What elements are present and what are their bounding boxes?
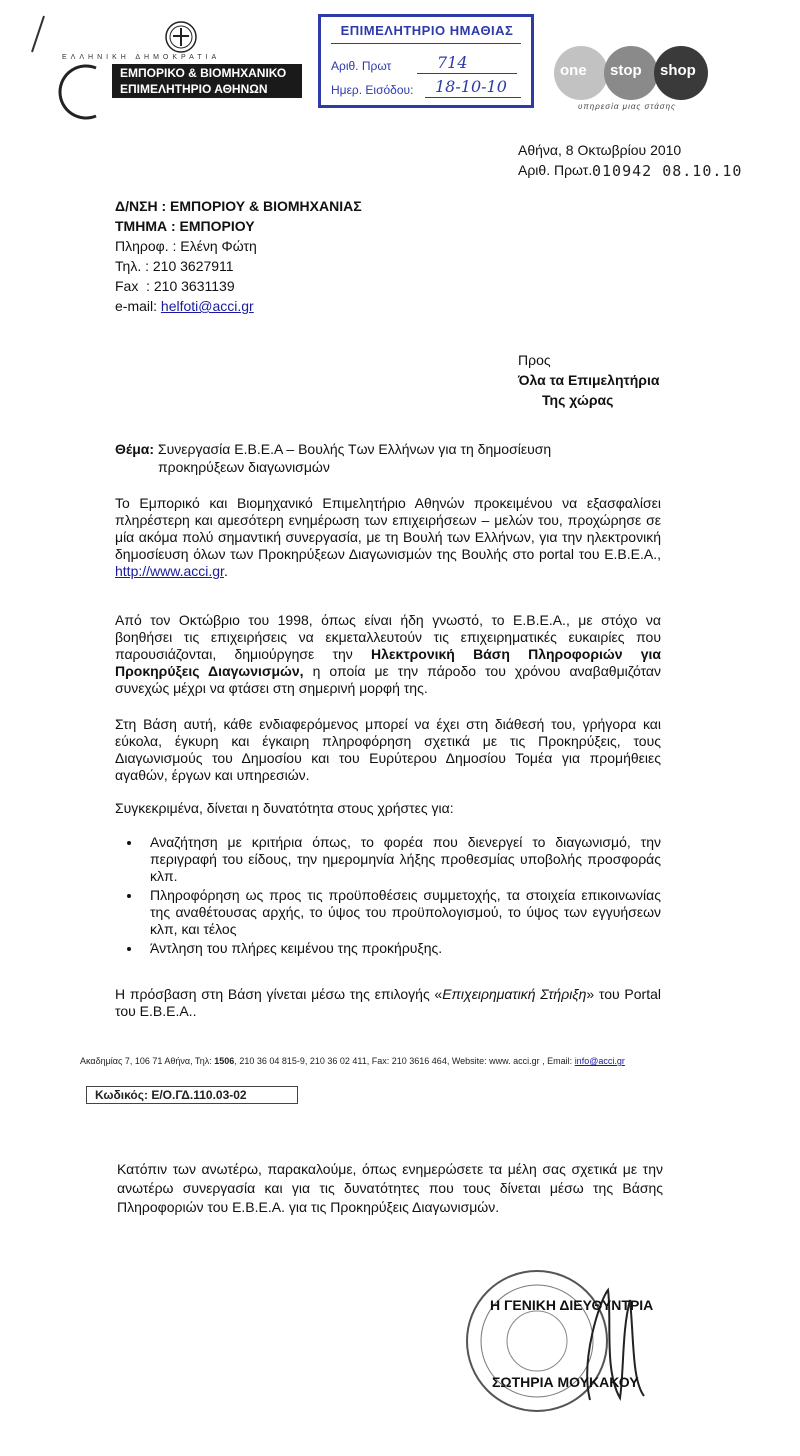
oss-word-stop: stop <box>610 62 642 79</box>
ref-number-stamp: 010942 08.10.10 <box>592 162 743 180</box>
document-code: Κωδικός: Ε/Ο.ΓΔ.110.03-02 <box>86 1086 298 1104</box>
registration-stamp <box>318 14 534 108</box>
stamp-title: ΕΠΙΜΕΛΗΤΗΡΙΟ ΗΜΑΘΙΑΣ <box>340 23 514 38</box>
ref-label: Αριθ. Πρωτ. <box>518 162 593 178</box>
stamp-protocol-value: 714 <box>437 53 468 72</box>
signer-title: Η ΓΕΝΙΚΗ ΔΙΕΥΘΥΝΤΡΙΑ <box>490 1297 654 1313</box>
recipient-name: Όλα τα Επιμελητήρια <box>518 372 660 388</box>
paragraph-4: Συγκεκριμένα, δίνεται η δυνατότητα στους χρήστες για: <box>115 800 454 816</box>
recipient-block <box>518 350 659 410</box>
feature-list <box>126 834 661 959</box>
footer-contact-line <box>80 1056 625 1066</box>
subject-text-1: Συνεργασία Ε.Β.Ε.Α – Βουλής Των Ελλήνων για τη δημοσίευση <box>154 441 552 457</box>
stamp-divider <box>331 43 521 44</box>
contact-fax: Fax : 210 3631139 <box>115 278 235 294</box>
section-line: ΤΜΗΜΑ : ΕΜΠΟΡΙΟΥ <box>115 218 255 234</box>
email-label: e-mail: <box>115 298 161 314</box>
signer-name: ΣΩΤΗΡΙΑ ΜΟΥΚΑΚΟΥ <box>492 1374 639 1390</box>
oss-word-shop: shop <box>660 62 696 79</box>
stamp-date-line <box>425 97 521 98</box>
stamp-date-label: Ημερ. Εισόδου: <box>331 83 414 97</box>
paragraph-5 <box>115 986 661 1020</box>
paragraph-2-text-a: Από τον Οκτώβριο του 1998, όπως είναι ήδη γνωστό, το Ε.Β.Ε.Α., με στόχο να βοηθήσει τις επιχειρήσεις να εκμεταλλευτούν τις επιχειρηματικές ευκαιρίες που παρουσιάζονται, δημιούργησε την <box>115 612 661 662</box>
greek-emblem-icon <box>164 20 198 54</box>
department-block <box>115 196 362 316</box>
paragraph-5-text-b: » του Portal του Ε.Β.Ε.Α.. <box>115 986 661 1019</box>
contact-phone: Τηλ. : 210 3627911 <box>115 258 234 274</box>
paragraph-1-text: Το Εμπορικό και Βιομηχανικό Επιμελητήριο Αθηνών προκειμένου να εξασφαλίσει πληρέστερη και αμεσότερη ενημέρωση των επιχειρήσεων – μελών του, προχώρησε σε μία ακόμα πολύ σημαντική συνεργασία, με τη Βουλή των Ελλήνων, για την ηλεκτρονική δημοσίευση όλων των Προκηρύξεων Διαγωνισμών της Βουλής στο portal του Ε.Β.Ε.Α., <box>115 495 661 562</box>
stamp-date-value: 18-10-10 <box>435 77 507 96</box>
acci-website-link[interactable]: http://www.acci.gr <box>115 563 224 579</box>
subject-line <box>115 440 551 458</box>
list-item: • Αναζήτηση με κριτήρια όπως, το φορέα που διενεργεί το διαγωνισμό, την περιγραφή του είδους, την ημερομηνία λήξης προθεσμίας υποβολής προσφοράς κλπ. <box>142 834 661 885</box>
paragraph-2-text-b: η οποία με την πάροδο του χρόνου αναβαθμιζόταν συνεχώς μέχρι να φτάσει στη σημερινή μορφή της. <box>115 663 661 696</box>
letter-date: Αθήνα, 8 Οκτωβρίου 2010 <box>518 142 682 158</box>
paragraph-1-end: . <box>223 563 228 579</box>
footer-email-link[interactable]: info@acci.gr <box>574 1056 625 1066</box>
subject-block <box>115 440 551 476</box>
logo-line-1: ΕΜΠΟΡΙΚΟ & ΒΙΟΜΗΧΑΝΙΚΟ <box>120 66 287 80</box>
contact-person: Πληροφ. : Ελένη Φώτη <box>115 238 257 254</box>
logo-arc-icon <box>56 62 116 122</box>
footer-rest: , 210 36 04 815-9, 210 36 02 411, Fax: 210 3616 464, Website: www. acci.gr , Email: <box>234 1056 575 1066</box>
list-item: • Άντληση του πλήρες κειμένου της προκήρυξης. <box>142 940 661 957</box>
contact-email-row <box>115 296 362 316</box>
list-item: • Πληροφόρηση ως προς τις προϋποθέσεις συμμετοχής, τα στοιχεία επικοινωνίας της αναθέτουσας αρχής, το ύψος του προϋπολογισμού, το ύψος των εγγυήσεων κλπ, και τέλος <box>142 887 661 938</box>
stamp-protocol-line <box>417 73 517 74</box>
chamber-logo <box>112 64 302 98</box>
paragraph-3: Στη Βάση αυτή, κάθε ενδιαφερόμενος μπορεί να έχει στη διάθεσή του, γρήγορα και εύκολα, έγκυρη και έγκαιρη πληροφόρηση σχετικά με τις Προκηρύξεις, τους Διαγωνισμούς του Δημοσίου και του Ευρύτερου Δημοσίου Τομέα για προμήθειες αγαθών, έργων και υπηρεσιών. <box>115 716 661 783</box>
stamp-protocol-label: Αριθ. Πρωτ <box>331 59 392 73</box>
footer-address: Ακαδημίας 7, 106 71 Αθήνα, Τηλ: <box>80 1056 215 1066</box>
closing-paragraph: Κατόπιν των ανωτέρω, παρακαλούμε, όπως ενημερώσετε τα μέλη σας σχετικά με την ανωτέρω συνεργασία και για τις δυνατότητες που τους δίνεται μέσω της Βάσης Πληροφοριών του Ε.Β.Ε.Α. για τις Προκηρύξεις Διαγωνισμών. <box>117 1161 663 1215</box>
oss-subtitle: υπηρεσία μιας στάσης <box>578 102 676 111</box>
footer-phone-bold: 1506 <box>214 1056 235 1066</box>
subject-label: Θέμα: <box>115 441 155 457</box>
paragraph-5-text-a: Η πρόσβαση στη Βάση γίνεται μέσω της επιλογής « <box>115 986 443 1002</box>
subject-text-2: προκηρύξεων διαγωνισμών <box>158 459 330 475</box>
paragraph-5-italic: Επιχειρηματική Στήριξη <box>442 986 587 1002</box>
department-line: Δ/ΝΣΗ : ΕΜΠΟΡΙΟΥ & ΒΙΟΜΗΧΑΝΙΑΣ <box>115 198 362 214</box>
oss-word-one: one <box>560 62 587 79</box>
email-link[interactable]: helfoti@acci.gr <box>160 298 254 314</box>
paragraph-2-bold: Ηλεκτρονική Βάση Πληροφοριών για Προκηρύξεις Διαγωνισμών, <box>115 646 661 679</box>
pen-mark-icon <box>28 14 48 54</box>
paragraph-2 <box>115 612 661 697</box>
recipient-to: Προς <box>518 352 551 368</box>
paragraph-1 <box>115 495 661 580</box>
logo-top-line: ΕΛΛΗΝΙΚΗ ΔΗΜΟΚΡΑΤΙΑ <box>62 54 221 61</box>
recipient-scope: Της χώρας <box>542 392 614 408</box>
logo-line-2: ΕΠΙΜΕΛΗΤΗΡΙΟ ΑΘΗΝΩΝ <box>120 82 268 96</box>
